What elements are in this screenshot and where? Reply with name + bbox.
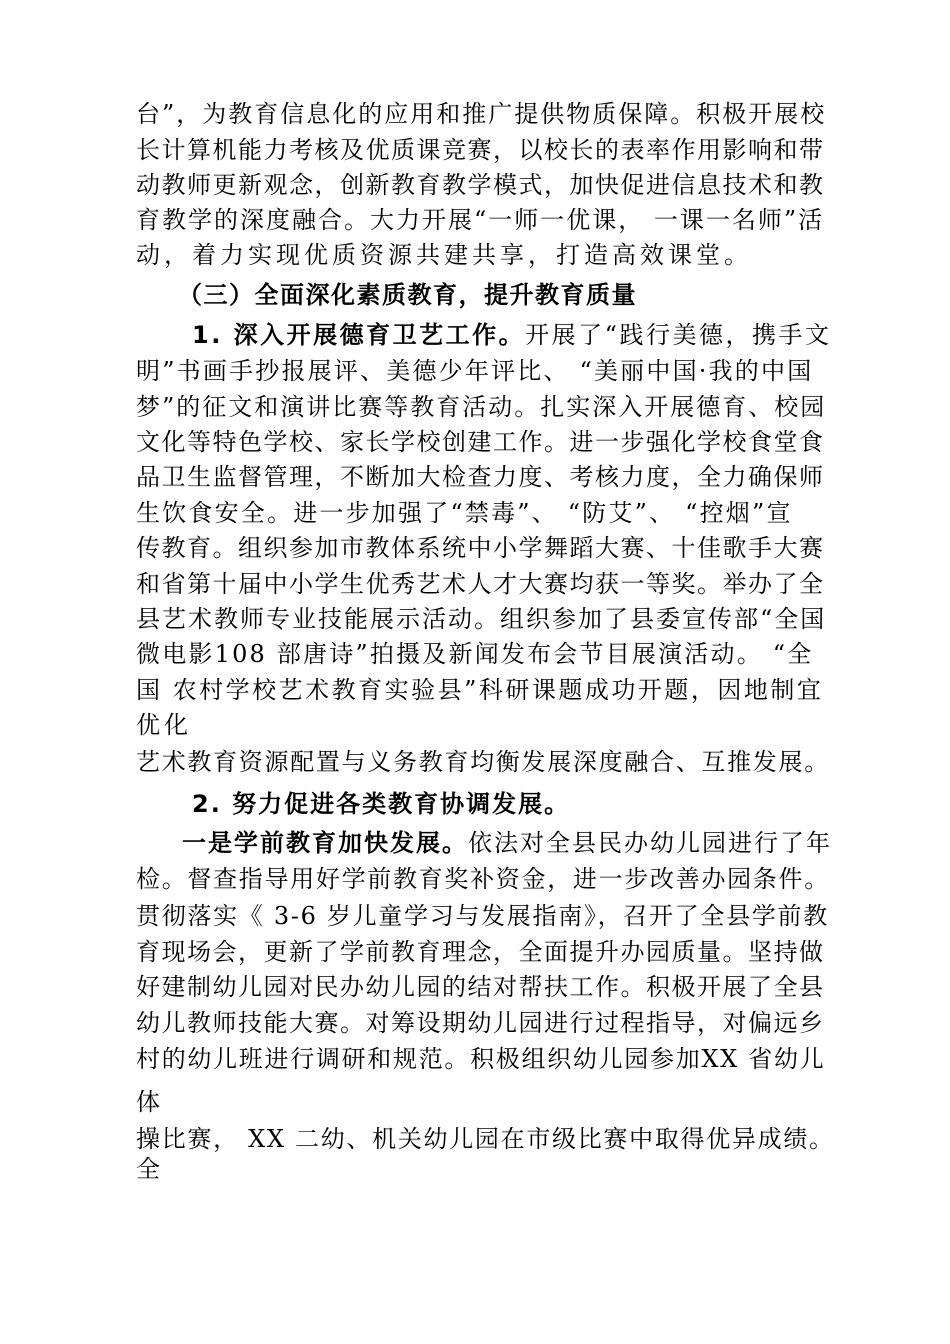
paragraph-line: 明”书画手抄报展评、美德少年评比、 “美丽中国·我的中国 [136,357,814,385]
paragraph-line: 优化 [136,711,192,739]
section-heading: （三）全面深化素质教育，提升教育质量 [178,281,637,309]
paragraph-line: 梦”的征文和演讲比赛等教育活动。扎实深入开展德育、校园 [136,393,827,421]
paragraph-line: 国 农村学校艺术教育实验县”科研课题成功开题，因地制宜 [136,676,824,704]
item-title: 1. 深入开展德育卫艺工作。 [192,321,526,349]
paragraph-line: 台”，为教育信息化的应用和推广提供物质保障。积极开展校 [136,100,827,128]
item-title: 2. 努力促进各类教育协调发展。 [192,790,571,818]
paragraph-line: 动教师更新观念，创新教育教学模式，加快促进信息技术和教 [136,171,825,199]
paragraph-line: 全 [136,1155,164,1183]
paragraph-line: 操比赛， XX 二幼、机关幼儿园在市级比赛中取得优异成绩。 [136,1125,835,1153]
paragraph-line: 微电影108 部唐诗”拍摄及新闻发布会节目展演活动。 “全 [136,640,814,668]
item-first-line [192,318,831,352]
paragraph-line: 和省第十届中小学生优秀艺术人才大赛均获一等奖。举办了全 [136,570,825,598]
paragraph-line: 村的幼儿班进行调研和规范。积极组织幼儿园参加XX 省幼儿 [136,1045,826,1073]
paragraph-line: 幼儿教师技能大赛。对筹设期幼儿园进行过程指导，对偏远乡 [136,1009,825,1037]
paragraph-line: 动，着力实现优质资源共建共享，打造高效课堂。 [136,241,752,269]
sub-title: 一是学前教育加快发展。 [182,829,468,857]
item-text: 开展了“践行美德，携手文 [525,321,832,349]
paragraph-line: 生饮食安全。进一步加强了“禁毒”、 “防艾”、 “控烟”宣 [136,499,793,527]
paragraph-line: 品卫生监督管理，不断加大检查力度、考核力度，全力确保师 [136,463,825,491]
paragraph-line: 文化等特色学校、家长学校创建工作。进一步强化学校食堂食 [136,428,825,456]
item-first-line [182,826,832,860]
item-text: 依法对全县民办幼儿园进行了年 [468,829,832,857]
paragraph-line: 贯彻落实《 3-6 岁儿童学习与发展指南》，召开了全县学前教 [136,902,829,930]
paragraph-line: 育教学的深度融合。大力开展“一师一优课， 一课一名师”活 [136,206,825,234]
paragraph-line: 县艺术教师专业技能展示活动。组织参加了县委宣传部“全国 [136,605,827,633]
paragraph-line: 检。督查指导用好学前教育奖补资金，进一步改善办园条件。 [136,865,830,893]
paragraph-line: 艺术教育资源配置与义务教育均衡发展深度融合、互推发展。 [136,748,830,776]
paragraph-line: 体 [136,1088,164,1116]
paragraph-line: 好建制幼儿园对民办幼儿园的结对帮扶工作。积极开展了全县 [136,973,825,1001]
paragraph-line: 传教育。组织参加市教体系统中小学舞蹈大赛、十佳歌手大赛 [136,534,825,562]
paragraph-line: 长计算机能力考核及优质课竞赛，以校长的表率作用影响和带 [136,136,825,164]
paragraph-line: 育现场会，更新了学前教育理念，全面提升办园质量。坚持做 [136,938,825,966]
